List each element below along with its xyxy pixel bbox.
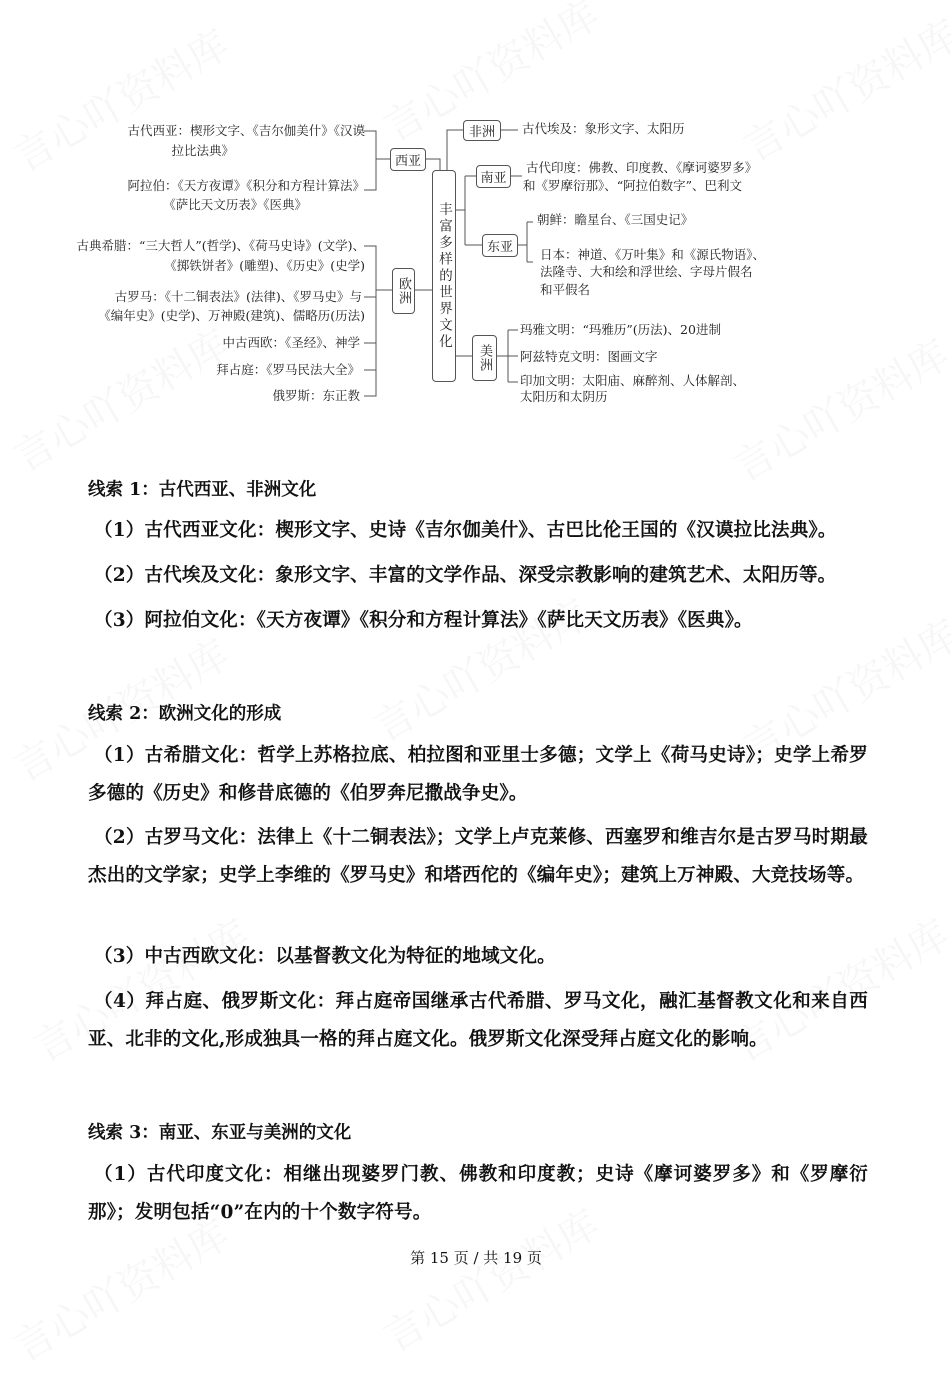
node-east-asia: 东亚 bbox=[482, 234, 518, 257]
diagram-text: 和平假名 bbox=[540, 282, 591, 297]
diagram-text: 和《罗摩衍那》、“阿拉伯数字”、巴利文 bbox=[523, 178, 743, 193]
paragraph: （1）古代印度文化：相继出现婆罗门教、佛教和印度教；史诗《摩诃婆罗多》和《罗摩衍那》；发明包括“0”在内的十个数字符号。 bbox=[88, 1164, 868, 1223]
paragraph: （1）古希腊文化：哲学上苏格拉底、柏拉图和亚里士多德；文学上《荷马史诗》；史学上希罗多德的《历史》和修昔底德的《伯罗奔尼撒战争史》。 bbox=[88, 745, 868, 804]
paragraph: （1）古代西亚文化：楔形文字、史诗《吉尔伽美什》、古巴比伦王国的《汉谟拉比法典》。 bbox=[94, 520, 837, 541]
node-europe: 欧洲 bbox=[392, 268, 415, 314]
diagram-text: 中古西欧：《圣经》、神学 bbox=[222, 335, 360, 350]
node-americas: 美洲 bbox=[472, 335, 497, 381]
section-heading: 线索 3：南亚、东亚与美洲的文化 bbox=[88, 1123, 352, 1143]
diagram-text: 日本：神道、《万叶集》和《源氏物语》、 bbox=[540, 247, 766, 262]
section-heading: 线索 1：古代西亚、非洲文化 bbox=[88, 480, 317, 500]
diagram-text: 阿兹特克文明：图画文字 bbox=[520, 349, 658, 364]
paragraph: （3）阿拉伯文化：《天方夜谭》《积分和方程计算法》《萨比天文历表》《医典》。 bbox=[94, 610, 753, 631]
paragraph: （3）中古西欧文化：以基督教文化为特征的地域文化。 bbox=[94, 946, 556, 967]
paragraph: （2）古代埃及文化：象形文字、丰富的文学作品、深受宗教影响的建筑艺术、太阳历等。 bbox=[94, 565, 837, 586]
node-africa: 非洲 bbox=[463, 120, 501, 141]
paragraph: （4）拜占庭、俄罗斯文化：拜占庭帝国继承古代希腊、罗马文化，融汇基督教文化和来自西亚、北非的文化,形成独具一格的拜占庭文化。俄罗斯文化深受拜占庭文化的影响。 bbox=[88, 991, 868, 1050]
diagram-text: 古代埃及：象形文字、太阳历 bbox=[522, 121, 685, 136]
diagram-text: 古代西亚：楔形文字、《吉尔伽美什》《汉谟 bbox=[127, 123, 365, 138]
diagram-text: 《编年史》(史学)、万神殿(建筑)、儒略历(历法) bbox=[98, 308, 365, 323]
diagram-text: 法隆寺、大和绘和浮世绘、字母片假名 bbox=[540, 264, 753, 279]
diagram-text: 太阳历和太阴历 bbox=[520, 389, 608, 404]
diagram-text: 印加文明：太阳庙、麻醉剂、人体解剖、 bbox=[520, 373, 746, 388]
diagram-text: 阿拉伯：《天方夜谭》《积分和方程计算法》 bbox=[127, 178, 365, 193]
diagram-text: 《萨比天文历表》《医典》 bbox=[163, 197, 307, 212]
diagram-text: 玛雅文明：“玛雅历”(历法)、20进制 bbox=[520, 322, 721, 337]
diagram-text: 拜占庭：《罗马民法大全》 bbox=[216, 362, 360, 377]
paragraph: （2）古罗马文化：法律上《十二铜表法》；文学上卢克莱修、西塞罗和维吉尔是古罗马时期最杰出的文学家；史学上李维的《罗马史》和塔西佗的《编年史》；建筑上万神殿、大竞技场等。 bbox=[88, 827, 868, 886]
diagram-text: 古代印度：佛教、印度教、《摩诃婆罗多》 bbox=[526, 160, 758, 175]
diagram-text: 古典希腊：“三大哲人”(哲学)、《荷马史诗》(文学)、 bbox=[76, 238, 365, 253]
diagram-text: 《掷铁饼者》(雕塑)、《历史》(史学) bbox=[164, 258, 365, 273]
node-south-asia: 南亚 bbox=[476, 165, 511, 188]
diagram-text: 朝鲜：瞻星台、《三国史记》 bbox=[537, 212, 694, 227]
section-heading: 线索 2：欧洲文化的形成 bbox=[88, 704, 282, 724]
page-footer: 第 15 页 / 共 19 页 bbox=[410, 1249, 542, 1267]
diagram-text: 拉比法典》 bbox=[171, 143, 234, 158]
diagram-text: 俄罗斯：东正教 bbox=[272, 388, 360, 403]
node-west-asia: 西亚 bbox=[390, 148, 426, 171]
node-center: 丰富多样的世界文化 bbox=[432, 170, 456, 382]
diagram-text: 古罗马：《十二铜表法》(法律)、《罗马史》与 bbox=[114, 289, 362, 304]
